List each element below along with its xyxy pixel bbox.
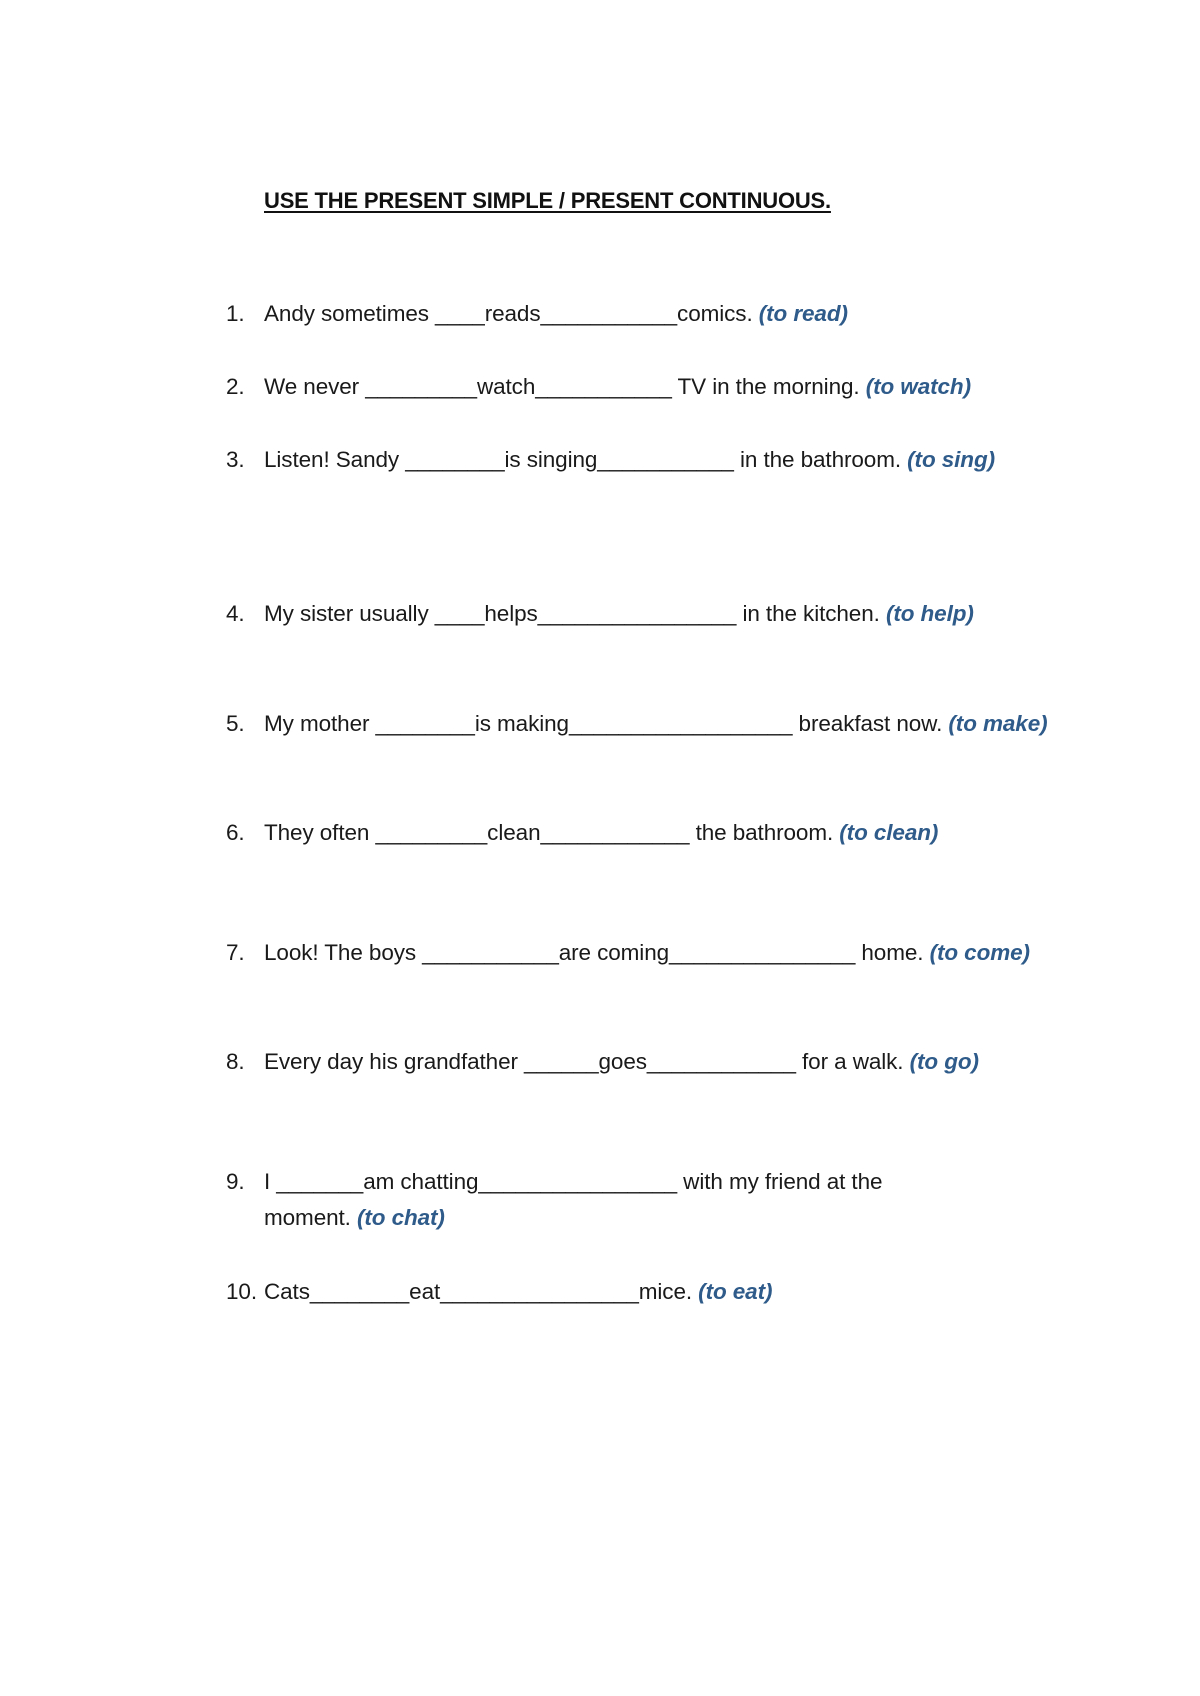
exercise-item [226,296,1056,332]
item-sentence: I _______am chatting________________ with my friend at the moment. [264,1169,883,1230]
item-sentence: My mother ________is making__________________ breakfast now. [264,711,949,736]
item-number: 10. [226,1279,257,1304]
exercise-item [226,815,1056,851]
item-number: 7. [226,940,245,965]
exercise-item [226,442,1056,478]
item-sentence: Cats________eat________________mice. [264,1279,699,1304]
verb-hint: (to clean) [839,820,939,845]
exercise-item [226,935,1056,971]
item-number: 2. [226,374,245,399]
exercise-item [226,596,1056,632]
item-sentence: They often _________clean____________ the bathroom. [264,820,840,845]
exercise-item [226,1274,1056,1310]
exercise-item [226,1164,1056,1236]
item-sentence: Every day his grandfather ______goes____________ for a walk. [264,1049,910,1074]
verb-hint: (to watch) [865,374,971,399]
verb-hint: (to come) [929,940,1030,965]
item-number: 8. [226,1049,245,1074]
verb-hint: (to chat) [356,1205,445,1230]
item-sentence: Look! The boys ___________are coming_______________ home. [264,940,930,965]
item-sentence: Listen! Sandy ________is singing___________ in the bathroom. [264,447,908,472]
verb-hint: (to sing) [907,447,995,472]
worksheet-title: USE THE PRESENT SIMPLE / PRESENT CONTINUOUS. [264,188,831,213]
verb-hint: (to make) [948,711,1048,736]
exercise-item [226,706,1056,742]
verb-hint: (to help) [885,601,974,626]
item-sentence: We never _________watch___________ TV in the morning. [264,374,866,399]
item-sentence: My sister usually ____helps________________ in the kitchen. [264,601,886,626]
item-number: 5. [226,711,245,736]
item-number: 4. [226,601,245,626]
exercise-item [226,369,1056,405]
item-sentence: Andy sometimes ____reads___________comics. [264,301,759,326]
item-number: 9. [226,1169,245,1194]
verb-hint: (to eat) [698,1279,773,1304]
verb-hint: (to go) [909,1049,979,1074]
item-number: 3. [226,447,245,472]
item-number: 1. [226,301,245,326]
exercise-item [226,1044,1056,1080]
item-number: 6. [226,820,245,845]
verb-hint: (to read) [758,301,848,326]
